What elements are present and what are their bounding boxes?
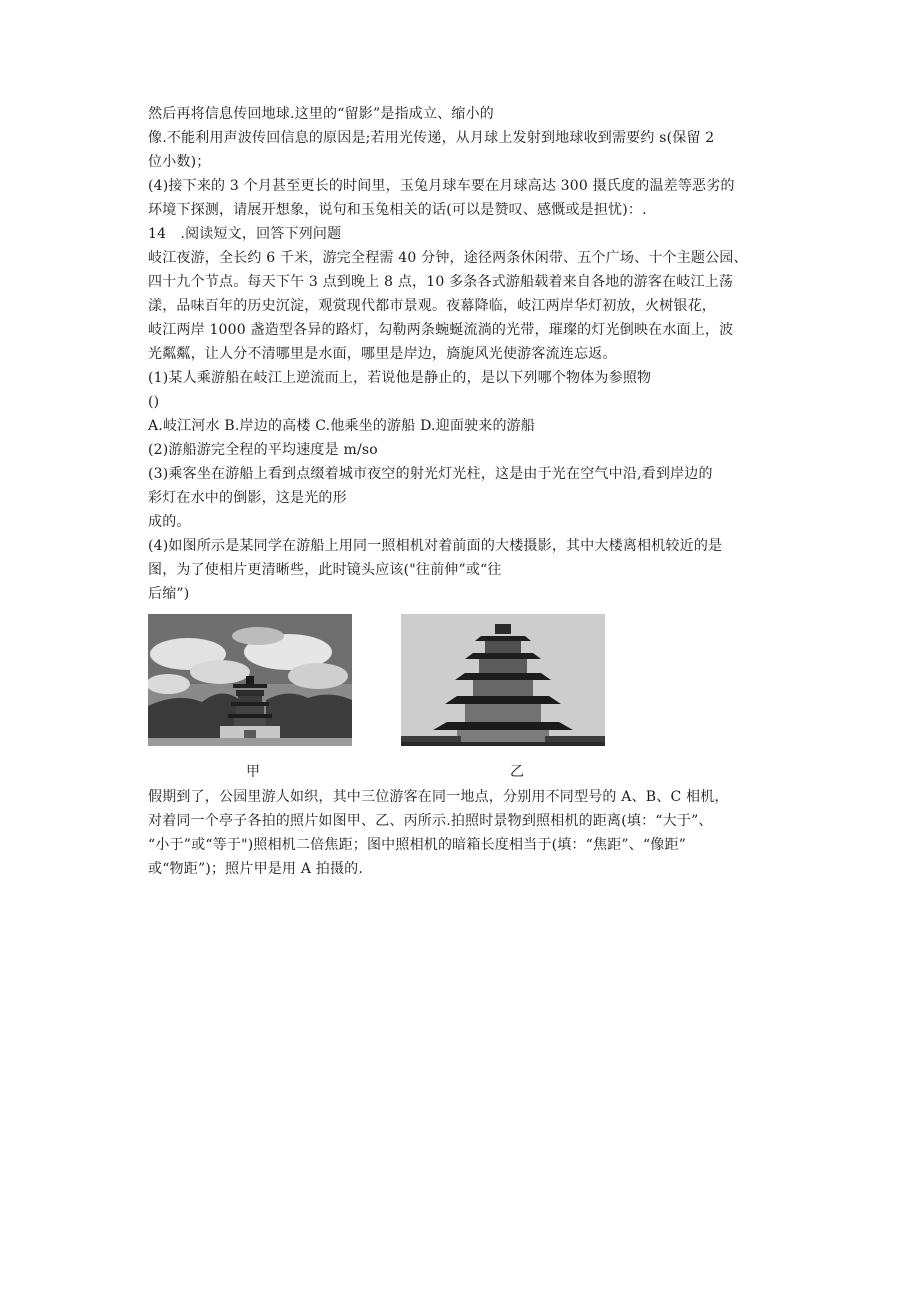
text-line: 光粼粼，让人分不清哪里是水面，哪里是岸边，旖旎风光使游客流连忘返。 xyxy=(148,346,617,362)
text-line: 图，为了使相片更清晰些，此时镜头应该("往前伸”或“往 xyxy=(148,562,502,578)
text-line: () xyxy=(148,394,160,410)
text-line: 或“物距”)；照片甲是用 A 拍摄的. xyxy=(148,861,364,877)
question-text-top xyxy=(148,102,788,606)
text-line: 成的。 xyxy=(148,514,191,530)
text-line: 四十九个节点。每天下午 3 点到晚上 8 点，10 多条各式游船载着来自各地的游客在岐江上荡 xyxy=(148,274,734,290)
text-line: 后缩”) xyxy=(148,586,190,602)
question-text-bottom xyxy=(148,785,788,881)
text-line: 环境下探测，请展开想象，说句和玉兔相关的话(可以是赞叹、感慨或是担忧)：. xyxy=(148,202,647,218)
photo-caption-jia: 甲 xyxy=(246,764,260,780)
photo-caption-yi: 乙 xyxy=(510,764,524,780)
text-line: (2)游船游完全程的平均速度是 m/so xyxy=(148,442,378,458)
text-line: (3)乘客坐在游船上看到点缀着城市夜空的射光灯光柱，这是由于光在空气中沿,看到岸边的 xyxy=(148,466,713,482)
text-line: (4)如图所示是某同学在游船上用同一照相机对着前面的大楼摄影，其中大楼离相机较近的是 xyxy=(148,538,723,554)
tower-photo-near xyxy=(401,614,605,746)
text-line: 然后再将信息传回地球.这里的“留影”是指成立、缩小的 xyxy=(148,106,494,122)
text-line: 岐江夜游，全长约 6 千米，游完全程需 40 分钟，途径两条休闲带、五个广场、十个主题公园、 xyxy=(148,250,748,266)
text-line: (1)某人乘游船在岐江上逆流而上，若说他是静止的，是以下列哪个物体为参照物 xyxy=(148,370,652,386)
text-line: 位小数)； xyxy=(148,154,211,170)
text-line: (4)接下来的 3 个月甚至更长的时间里，玉兔月球车要在月球高达 300 摄氏度的温差等恶劣的 xyxy=(148,178,735,194)
text-line: “小于”或“等于")照相机二倍焦距；图中照相机的暗箱长度相当于(填：“焦距”、“像距” xyxy=(148,837,687,853)
tower-photo-far xyxy=(148,614,352,746)
text-line: 彩灯在水中的倒影，这是光的形 xyxy=(148,490,347,506)
text-line: 对着同一个亭子各拍的照片如图甲、乙、丙所示.拍照时景物到照相机的距离(填：“大于”、 xyxy=(148,813,713,829)
answer-options: A.岐江河水 B.岸边的高楼 C.他乘坐的游船 D.迎面驶来的游船 xyxy=(148,418,536,434)
question-number: 14 .阅读短文，回答下列问题 xyxy=(148,226,342,242)
text-line: 漾，品味百年的历史沉淀，观赏现代都市景观。夜幕降临，岐江两岸华灯初放，火树银花， xyxy=(148,298,716,314)
text-line: 像.不能利用声波传回信息的原因是;若用光传递，从月球上发射到地球收到需要约 s(保留 2 xyxy=(148,130,715,146)
text-line: 岐江两岸 1000 盏造型各异的路灯，勾勒两条蜿蜒流淌的光带，璀璨的灯光倒映在水面上，波 xyxy=(148,322,734,338)
text-line: 假期到了，公园里游人如织，其中三位游客在同一地点，分别用不同型号的 A、B、C 相机， xyxy=(148,789,729,805)
